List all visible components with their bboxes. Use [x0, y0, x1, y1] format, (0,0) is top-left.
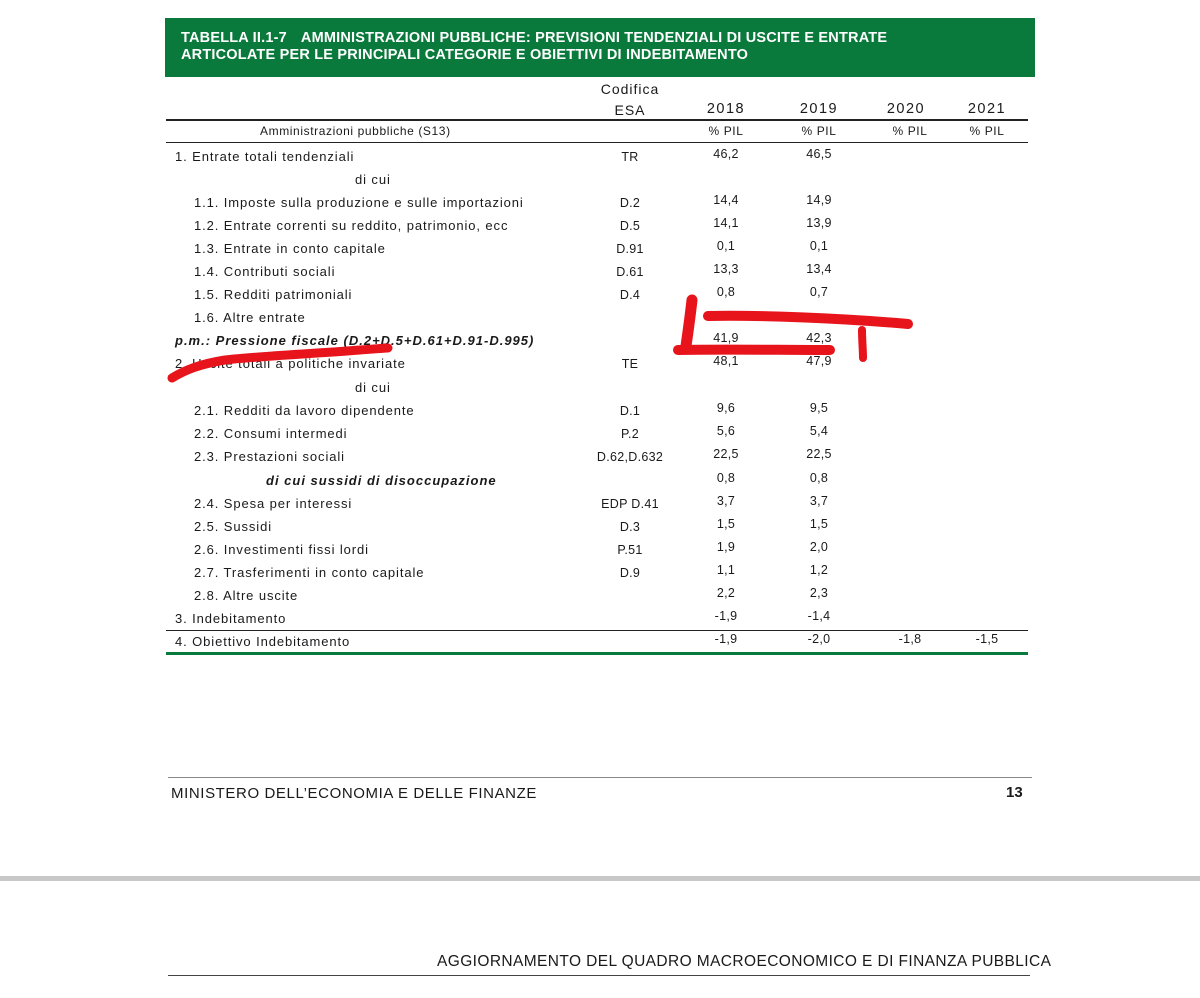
- page-number: 13: [1006, 784, 1023, 801]
- row-esa-code: D.1: [619, 404, 641, 418]
- row-value-2019: 1,2: [809, 563, 829, 577]
- row-esa-code: D.62,D.632: [596, 450, 664, 464]
- row-value-2019: 1,5: [809, 517, 829, 531]
- row-value-2018: 2,2: [716, 586, 736, 600]
- target-top-rule: [166, 630, 1028, 631]
- footer-publisher: MINISTERO DELL’ECONOMIA E DELLE FINANZE: [171, 785, 537, 802]
- header-rule: [166, 119, 1028, 121]
- row-value-2019: 14,9: [806, 193, 832, 207]
- table-title-text-1: AMMINISTRAZIONI PUBBLICHE: PREVISIONI TENDENZIALI DI USCITE E ENTRATE: [300, 30, 888, 46]
- row-value-2019: 3,7: [809, 494, 829, 508]
- table-row: [0, 494, 1200, 517]
- row-label: 2.7. Trasferimenti in conto capitale: [194, 565, 425, 580]
- row-value-2019: 13,9: [806, 216, 832, 230]
- next-page-header: AGGIORNAMENTO DEL QUADRO MACROECONOMICO E DI FINANZA PUBBLICA: [437, 953, 1052, 970]
- row-value-2018: 3,7: [716, 494, 736, 508]
- row-label: 1.6. Altre entrate: [194, 310, 306, 325]
- table-row: [0, 193, 1200, 216]
- unit-2018: % PIL: [708, 124, 744, 138]
- sector-label: Amministrazioni pubbliche (S13): [260, 124, 451, 138]
- row-label: 3. Indebitamento: [175, 611, 287, 626]
- row-value-2018: 14,4: [713, 193, 739, 207]
- row-esa-code: P.2: [620, 427, 640, 441]
- row-label: 1.1. Imposte sulla produzione e sulle importazioni: [194, 195, 524, 210]
- table-row: [0, 354, 1200, 377]
- table-row: [0, 262, 1200, 285]
- row-value-2018: 0,1: [716, 239, 736, 253]
- table-row: [0, 170, 1200, 193]
- row-value-2018: 9,6: [716, 401, 736, 415]
- row-value-2019: -2,0: [807, 632, 831, 646]
- table-row: [0, 308, 1200, 331]
- row-value-2019: 2,3: [809, 586, 829, 600]
- row-esa-code: D.61: [616, 265, 644, 279]
- row-label: p.m.: Pressione fiscale (D.2+D.5+D.61+D.91-D.995): [175, 333, 535, 348]
- year-header-2018: 2018: [706, 101, 746, 117]
- row-label: 4. Obiettivo Indebitamento: [175, 634, 351, 649]
- unit-2019: % PIL: [801, 124, 837, 138]
- table-row: [0, 609, 1200, 632]
- row-label: 2.2. Consumi intermedi: [194, 426, 348, 441]
- table-row: [0, 216, 1200, 239]
- table-title-line-2: ARTICOLATE PER LE PRINCIPALI CATEGORIE E OBIETTIVI DI INDEBITAMENTO: [181, 47, 749, 63]
- row-value-2018: 5,6: [716, 424, 736, 438]
- esa-header: ESA: [614, 102, 646, 118]
- row-label: 1.3. Entrate in conto capitale: [194, 241, 386, 256]
- table-row: [0, 331, 1200, 354]
- row-value-2021: -1,5: [975, 632, 999, 646]
- table-row: [0, 285, 1200, 308]
- row-label: 2.4. Spesa per interessi: [194, 496, 353, 511]
- row-label: 2.6. Investimenti fissi lordi: [194, 542, 369, 557]
- row-label: 1.4. Contributi sociali: [194, 264, 336, 279]
- row-value-2018: -1,9: [714, 609, 738, 623]
- row-value-2019: 5,4: [809, 424, 829, 438]
- row-value-2020: -1,8: [898, 632, 922, 646]
- row-label: 1. Entrate totali tendenziali: [175, 149, 355, 164]
- row-value-2018: 48,1: [713, 354, 739, 368]
- row-label: di cui sussidi di disoccupazione: [266, 473, 497, 488]
- page-separator: [0, 876, 1200, 881]
- row-value-2018: 46,2: [713, 147, 739, 161]
- row-esa-code: D.2: [619, 196, 641, 210]
- unit-2020: % PIL: [892, 124, 928, 138]
- row-value-2019: 0,8: [809, 471, 829, 485]
- row-label: 2. Uscite totali a politiche invariate: [175, 356, 406, 371]
- table-title-line-1: [181, 30, 1019, 47]
- row-value-2018: 1,1: [716, 563, 736, 577]
- row-value-2019: 46,5: [806, 147, 832, 161]
- table-row: [0, 378, 1200, 401]
- row-value-2018: 14,1: [713, 216, 739, 230]
- year-header-2021: 2021: [967, 101, 1007, 117]
- table-row: [0, 517, 1200, 540]
- next-page-header-rule: [168, 975, 1030, 976]
- year-header-2019: 2019: [799, 101, 839, 117]
- year-header-2020: 2020: [886, 101, 926, 117]
- row-value-2018: 1,9: [716, 540, 736, 554]
- row-esa-code: D.3: [619, 520, 641, 534]
- row-value-2019: 9,5: [809, 401, 829, 415]
- row-value-2018: -1,9: [714, 632, 738, 646]
- row-value-2018: 0,8: [716, 471, 736, 485]
- table-row: [0, 239, 1200, 262]
- row-value-2019: 13,4: [806, 262, 832, 276]
- row-value-2019: 47,9: [806, 354, 832, 368]
- row-value-2018: 1,5: [716, 517, 736, 531]
- row-value-2018: 22,5: [713, 447, 739, 461]
- table-row: [0, 401, 1200, 424]
- row-value-2019: 22,5: [806, 447, 832, 461]
- row-label: 2.8. Altre uscite: [194, 588, 299, 603]
- unit-2021: % PIL: [969, 124, 1005, 138]
- row-value-2019: 2,0: [809, 540, 829, 554]
- row-value-2019: -1,4: [807, 609, 831, 623]
- row-value-2018: 13,3: [713, 262, 739, 276]
- table-code: TABELLA II.1-7: [181, 30, 287, 46]
- row-esa-code: D.4: [619, 288, 641, 302]
- row-value-2018: 41,9: [713, 331, 739, 345]
- row-label: di cui: [355, 380, 391, 395]
- row-label: 1.5. Redditi patrimoniali: [194, 287, 353, 302]
- row-esa-code: TE: [621, 357, 639, 371]
- row-esa-code: D.91: [616, 242, 644, 256]
- footer-rule: [168, 777, 1032, 778]
- table-row: [0, 447, 1200, 470]
- table-title-banner: [165, 18, 1035, 77]
- table-row: [0, 424, 1200, 447]
- row-label: 2.5. Sussidi: [194, 519, 273, 534]
- table-row: [0, 147, 1200, 170]
- row-value-2019: 0,7: [809, 285, 829, 299]
- row-label: di cui: [355, 172, 391, 187]
- row-esa-code: TR: [621, 150, 639, 164]
- row-value-2018: 0,8: [716, 285, 736, 299]
- table-row: [0, 563, 1200, 586]
- table-bottom-rule: [166, 652, 1028, 655]
- table-row: [0, 471, 1200, 494]
- row-value-2019: 0,1: [809, 239, 829, 253]
- row-label: 2.1. Redditi da lavoro dipendente: [194, 403, 415, 418]
- unit-rule: [166, 142, 1028, 143]
- table-row: [0, 540, 1200, 563]
- row-label: 2.3. Prestazioni sociali: [194, 449, 345, 464]
- table-row: [0, 586, 1200, 609]
- row-esa-code: EDP D.41: [601, 497, 659, 511]
- row-label: 1.2. Entrate correnti su reddito, patrimonio, ecc: [194, 218, 509, 233]
- row-value-2019: 42,3: [806, 331, 832, 345]
- codifica-header: Codifica: [600, 81, 660, 97]
- row-esa-code: D.5: [619, 219, 641, 233]
- row-esa-code: D.9: [619, 566, 641, 580]
- row-esa-code: P.51: [617, 543, 643, 557]
